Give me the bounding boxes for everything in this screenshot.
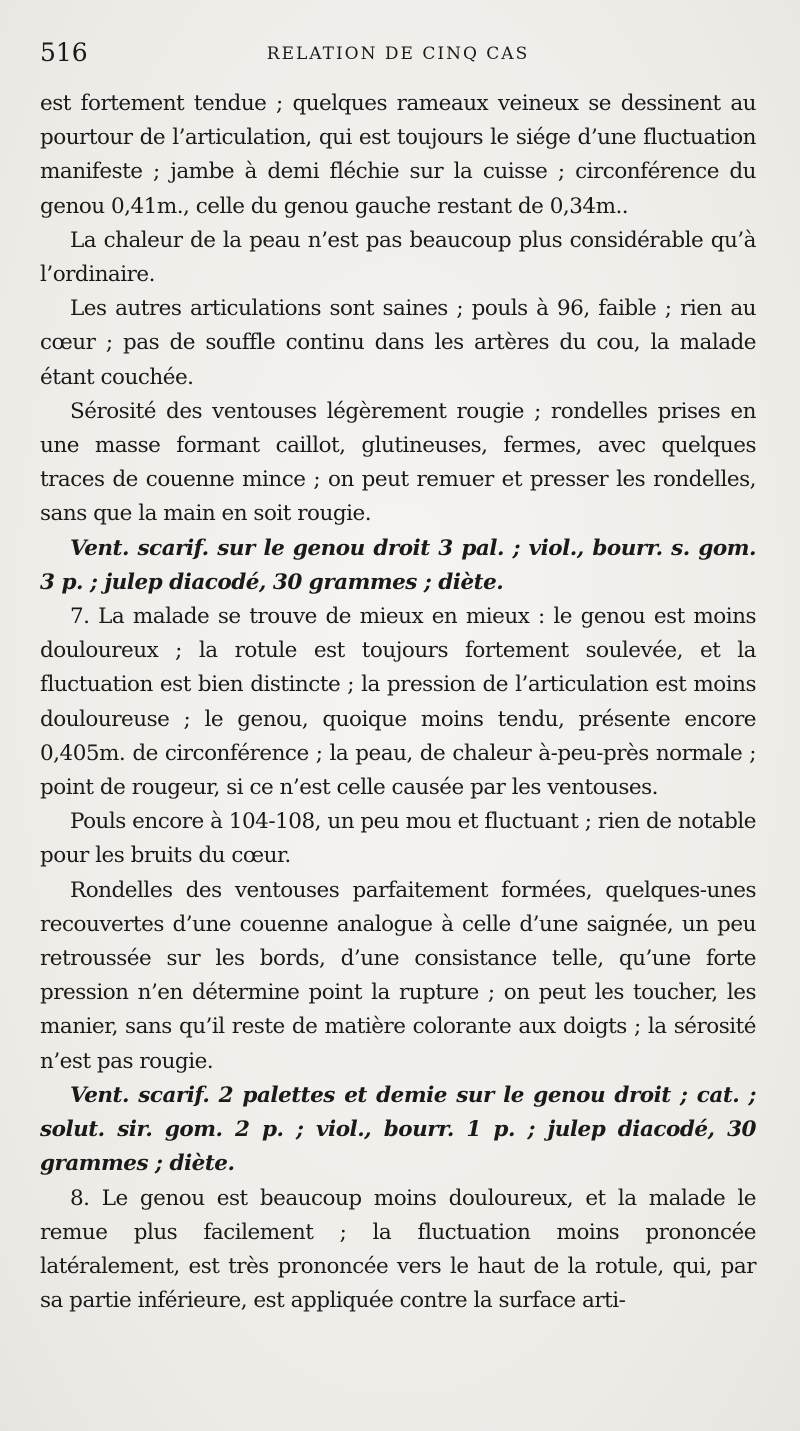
paragraph-rondelles: Rondelles des ventouses parfaitement formées, quelques-unes recouvertes d’une couenne analogue à celle d’une saignée, un peu retroussée sur les bords, d’une consistance telle, qu’une forte pression n’en détermine point la rupture ; on peut les toucher, les manier, sans qu’il reste de matière colorante aux doigts ; la sérosité n’est pas rougie.	[40, 877, 756, 1074]
page-number: 516	[40, 38, 88, 67]
prescription-2: Vent. scarif. 2 palettes et demie sur le genou droit ; cat. ; solut. sir. gom. 2 p. ; viol., bourr. 1 p. ; julep diacodé, 30 grammes ; diète.	[40, 1082, 756, 1177]
paragraph-continuation: est fortement tendue ; quelques rameaux veineux se dessinent au pourtour de l’articulation, qui est toujours le siége d’une fluctuation manifeste ; jambe à demi fléchie sur la cuisse ; circonférence du genou 0,41m., celle du genou gauche restant de 0,34m..	[40, 91, 756, 219]
paragraph-other-joints: Les autres articulations sont saines ; pouls à 96, faible ; rien au cœur ; pas de souffle continu dans les artères du cou, la malade étant couchée.	[40, 296, 756, 390]
paragraph-skin-heat: La chaleur de la peau n’est pas beaucoup plus considérable qu’à l’ordinaire.	[40, 227, 756, 288]
paragraph-day-7: 7. La malade se trouve de mieux en mieux : le genou est moins douloureux ; la rotule est toujours fortement soulevée, et la fluctuation est bien distincte ; la pression de l’articulation est moins douloureuse ; le genou, quoique moins tendu, présente encore 0,405m. de circonférence ; la peau, de chaleur à-peu-près normale ; point de rougeur, si ce n’est celle causée par les ventouses.	[40, 604, 756, 801]
body-text	[40, 87, 756, 1318]
paragraph-day-8: 8. Le genou est beaucoup moins douloureux, et la malade le remue plus facilement ; la fluctuation moins prononcée latéralement, est très prononcée vers le haut de la rotule, qui, par sa partie inférieure, est appliquée contre la surface arti-	[40, 1185, 756, 1314]
paragraph-pulse: Pouls encore à 104-108, un peu mou et fluctuant ; rien de notable pour les bruits du cœur.	[40, 809, 756, 869]
prescription-1: Vent. scarif. sur le genou droit 3 pal. ; viol., bourr. s. gom. 3 p. ; julep diacodé, 30 grammes ; diète.	[40, 535, 756, 595]
running-head: RELATION DE CINQ CAS	[266, 44, 530, 64]
page-header	[40, 38, 756, 68]
paragraph-serosity: Sérosité des ventouses légèrement rougie ; rondelles prises en une masse formant caillot, glutineuses, fermes, avec quelques traces de couenne mince ; on peut remuer et presser les rondelles, sans que la main en soit rougie.	[40, 398, 756, 527]
